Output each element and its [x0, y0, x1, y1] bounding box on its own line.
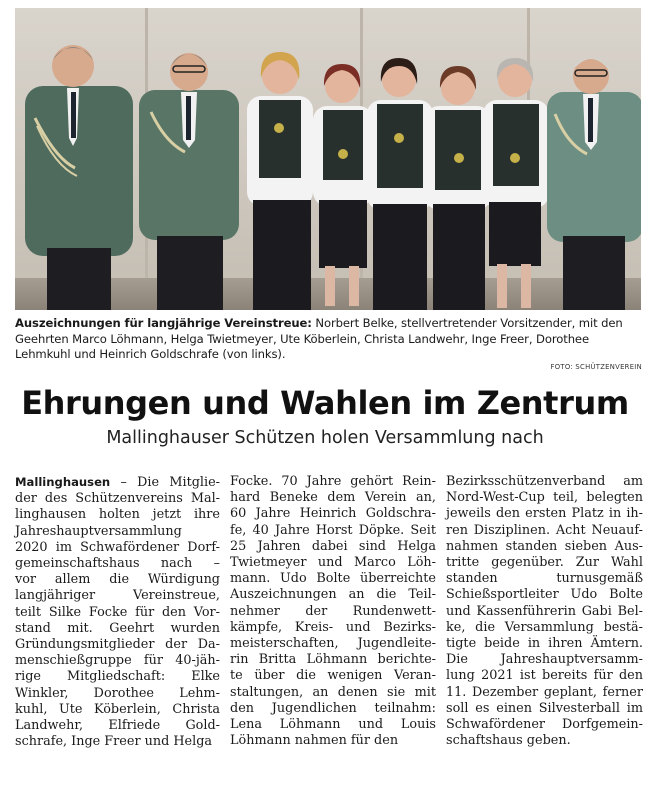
article-line: schrafe, Inge Freer und Helga	[15, 734, 213, 750]
article-line: kuhl, Ute Köberlein, Christa	[15, 701, 220, 717]
article-line: 2020 im Schwafördener Dorf-	[15, 539, 220, 555]
photo-caption	[15, 316, 645, 363]
article-line: rin Britta Löhmann berichte-	[230, 652, 436, 668]
article-line: Focke. 70 Jahre gehört Rein-	[230, 474, 436, 489]
article-line: nehmer der Rundenwett-	[230, 603, 436, 619]
article-line: linghausen holten jetzt ihre	[15, 507, 220, 523]
article-line: ke, die Versammlung bestä-	[446, 619, 643, 635]
article-line: menschießgruppe für 40-jäh-	[15, 653, 220, 669]
subheadline: Mallinghauser Schützen holen Versammlung nach	[106, 428, 544, 448]
article-line: soll es einen Silvesterball im	[446, 700, 643, 716]
article-line: te über die wenigen Veran-	[230, 668, 436, 684]
article-line: Twietmeyer und Marco Löh-	[230, 555, 436, 571]
article-line	[15, 474, 220, 491]
article-line: 25 Jahren dabei sind Helga	[230, 538, 436, 554]
article-line: rige Mitgliedschaft: Elke	[15, 669, 220, 685]
article-line: teilt Silke Focke für den Vor-	[15, 604, 220, 620]
dateline: Mallinghausen	[15, 475, 111, 489]
article-line: der des Schützenvereins Mal-	[15, 491, 220, 507]
article-line: staltungen, an denen sie mit	[230, 684, 436, 700]
article-line: standen turnusgemäß	[446, 571, 643, 587]
article-line: Bezirksschützenverband am	[446, 474, 643, 489]
article-line: tritte gegenüber. Zur Wahl	[446, 555, 643, 571]
article-column-3	[446, 474, 643, 749]
article-line: ren Disziplinen. Acht Neuauf-	[446, 522, 643, 538]
article-line: lung 2021 ist bereits für den	[446, 668, 643, 684]
article-line: mann. Udo Bolte überreichte	[230, 571, 436, 587]
article-line: Gründungsmitglieder der Da-	[15, 637, 220, 653]
article-line: jeweils den ersten Platz in ih-	[446, 506, 643, 522]
article-line: vor allem die Würdigung	[15, 572, 220, 588]
article-column-1	[15, 474, 220, 750]
group-photo-illustration	[15, 8, 641, 310]
article-line: Lena Löhmann und Louis	[230, 717, 436, 733]
article-line: stand mit. Geehrt wurden	[15, 620, 220, 636]
article-line: langjähriger Vereinstreue,	[15, 588, 220, 604]
article-line: Schwafördener Dorfgemein-	[446, 717, 643, 733]
group-photo	[15, 8, 641, 310]
article-line: meisterschaften, Jugendleite-	[230, 636, 436, 652]
article-line: Schießsportleiter Udo Bolte	[446, 587, 643, 603]
article-line: gemeinschaftshaus nach –	[15, 556, 220, 572]
article-line: kämpfe, Kreis- und Bezirks-	[230, 619, 436, 635]
headline: Ehrungen und Wahlen im Zentrum	[21, 384, 629, 422]
article-line: den Jugendlichen teilnahm:	[230, 700, 436, 716]
caption-text: Norbert Belke, stellvertretender Vorsitzender, mit den Geehrten Marco Löhmann, Helga Twietmeyer, Ute Köberlein, Christa Landwehr, Inge Freer, Dorothee Lehmkuhl und Heinrich Goldschrafe (von links).	[15, 316, 623, 362]
article-line: Nord-West-Cup teil, belegten	[446, 490, 643, 506]
article-line: Winkler, Dorothee Lehm-	[15, 685, 220, 701]
article-line: Landwehr, Elfriede Gold-	[15, 718, 220, 734]
article-line: Auszeichnungen an die Teil-	[230, 587, 436, 603]
photo-credit: FOTO: SCHÜTZENVEREIN	[550, 363, 642, 371]
article-line: fe, 40 Jahre Horst Döpke. Seit	[230, 522, 436, 538]
article-line: hard Beneke dem Verein an,	[230, 490, 436, 506]
article-line: Jahreshauptversammlung	[15, 523, 182, 539]
article-line: und Kassenführerin Gabi Bel-	[446, 603, 643, 619]
article-column-2	[230, 474, 436, 749]
article-line: tigte beide in ihren Ämtern.	[446, 636, 643, 652]
article-line: Die Jahreshauptversamm-	[446, 652, 643, 668]
caption-lead: Auszeichnungen für langjährige Vereinstreue:	[15, 316, 312, 330]
article-line: schaftshaus geben.	[446, 733, 571, 749]
article-line: 11. Dezember geplant, ferner	[446, 684, 643, 700]
article-line: 60 Jahre Heinrich Goldschra-	[230, 506, 436, 522]
article-line: Löhmann nahmen für den	[230, 733, 399, 749]
article-line-text: – Die Mitglie-	[110, 475, 220, 490]
article-line: nahmen standen sieben Aus-	[446, 538, 643, 554]
